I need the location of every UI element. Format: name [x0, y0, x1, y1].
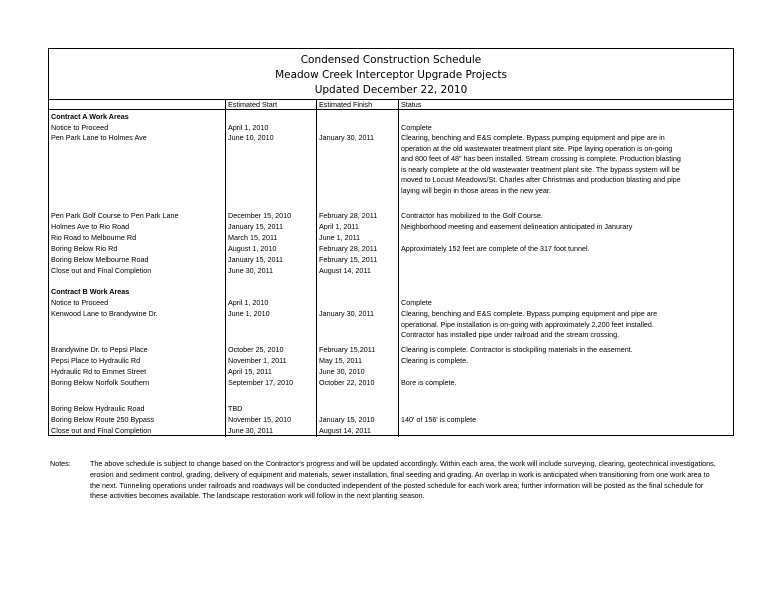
- notes-text: The above schedule is subject to change based on the Contractor's progress and will be updated accordingly. Within each area, the work will include surveying, clearing, geotechnical investigations, erosion and sediment control, grading, delivery of equipment and materials, sewer installation, final seeding and grading. An overlap in work is anticipated when transitioning from one work area to the next. Tunneling operations under railroads and roadways will be conducted independent of the posted schedule for each work area; further information will be posted as the final schedule for these activities becomes available. The landscape restoration work will follow in the next planting season.: [90, 459, 716, 501]
- row-status: Clearing, benching and E&S complete. Bypass pumping equipment and pipe are in operation at the old wastewater treatment plant site. Pipe laying operation is on-going and 800 feet of 48" has been installed. Stream crossing is complete. Production blasting is nearly complete at the old wastewater treatment plant site. The bypass system will be moved to Locust Meadows/St. Charles after Christmas and production blasting and pipe laying will begin in those areas in the new year.: [401, 133, 681, 195]
- row-area: Close out and Final Completion: [51, 266, 152, 275]
- row-area: Notice to Proceed: [51, 123, 109, 132]
- row-start: June 30, 2011: [228, 266, 274, 275]
- row-area: Hydraulic Rd to Emmet Street: [51, 367, 147, 376]
- row-area: Kenwood Lane to Brandywine Dr.: [51, 309, 158, 318]
- column-header-status: Status: [401, 100, 422, 109]
- row-area: Close out and Final Completion: [51, 426, 152, 435]
- title-line-3: Updated December 22, 2010: [314, 84, 468, 96]
- row-start: September 17, 2010: [228, 378, 294, 387]
- row-start: January 15, 2011: [228, 222, 284, 231]
- row-start: April 1, 2010: [228, 298, 269, 307]
- row-start: TBD: [228, 404, 243, 413]
- row-status: Contractor has mobilized to the Golf Course.: [401, 211, 543, 220]
- row-finish: February 28, 2011: [319, 244, 378, 253]
- row-area: Brandywine Dr. to Pepsi Place: [51, 345, 148, 354]
- row-area: Pen Park Golf Course to Pen Park Lane: [51, 211, 179, 220]
- row-start: April 1, 2010: [228, 123, 269, 132]
- row-area: Boring Below Norfolk Southern: [51, 378, 150, 387]
- row-area: Holmes Ave to Rio Road: [51, 222, 130, 231]
- row-finish: May 15, 2011: [319, 356, 363, 365]
- row-area: Pepsi Place to Hydraulic Rd: [51, 356, 141, 365]
- row-start: June 10, 2010: [228, 133, 274, 142]
- row-finish: October 22, 2010: [319, 378, 375, 387]
- schedule-table: [48, 48, 734, 436]
- title-line-2: Meadow Creek Interceptor Upgrade Projects: [275, 69, 507, 81]
- row-area: Rio Road to Melbourne Rd: [51, 233, 137, 242]
- row-start: April 15, 2011: [228, 367, 272, 376]
- row-finish: January 15, 2010: [319, 415, 375, 424]
- title-line-1: Condensed Construction Schedule: [300, 54, 482, 66]
- row-finish: June 1, 2011: [319, 233, 361, 242]
- row-start: January 15, 2011: [228, 255, 284, 264]
- column-divider-2: [316, 99, 317, 437]
- contract-a-heading: Contract A Work Areas: [51, 112, 129, 121]
- row-finish: February 15, 2011: [319, 255, 378, 264]
- row-start: August 1, 2010: [228, 244, 277, 253]
- row-start: December 15, 2010: [228, 211, 292, 220]
- row-area: Boring Below Hydraulic Road: [51, 404, 145, 413]
- row-start: March 15, 2011: [228, 233, 278, 242]
- row-status: Complete: [401, 298, 432, 307]
- row-status: Approximately 152 feet are complete of the 317 foot tunnel.: [401, 244, 590, 253]
- row-finish: February 28, 2011: [319, 211, 378, 220]
- row-status: Clearing is complete.: [401, 356, 469, 365]
- row-area: Pen Park Lane to Holmes Ave: [51, 133, 147, 142]
- row-finish: April 1, 2011: [319, 222, 359, 231]
- row-start: June 1, 2010: [228, 309, 270, 318]
- header-rule-bottom: [49, 109, 733, 110]
- notes-label: Notes:: [50, 459, 71, 468]
- row-status: Complete: [401, 123, 432, 132]
- row-start: June 30, 2011: [228, 426, 274, 435]
- row-status: Bore is complete.: [401, 378, 457, 387]
- row-status: 140' of 156' is complete: [401, 415, 477, 424]
- row-finish: January 30, 2011: [319, 133, 375, 142]
- row-status: Clearing is complete. Contractor is stockpiling materials in the easement.: [401, 345, 633, 354]
- row-area: Boring Below Route 250 Bypass: [51, 415, 155, 424]
- row-area: Boring Below Melbourne Road: [51, 255, 149, 264]
- header-rule: [49, 99, 733, 100]
- row-finish: August 14, 2011: [319, 266, 371, 275]
- row-finish: January 30, 2011: [319, 309, 375, 318]
- row-status: Clearing, benching and E&S complete. Bypass pumping equipment and pipe are operational. Pipe installation is on-going with approximately 2,200 feet installed. Contractor has installed pipe under railroad and the stream crossing.: [401, 309, 658, 340]
- row-finish: August 14, 2011: [319, 426, 371, 435]
- row-start: November 1, 2011: [228, 356, 287, 365]
- row-area: Notice to Proceed: [51, 298, 109, 307]
- row-finish: June 30, 2010: [319, 367, 365, 376]
- row-status: Neighborhood meeting and easement delineation anticipated in Janurary: [401, 222, 633, 231]
- row-start: November 15, 2010: [228, 415, 292, 424]
- row-start: October 25, 2010: [228, 345, 284, 354]
- column-header-finish: Estimated Finish: [319, 100, 373, 109]
- row-finish: February 15,2011: [319, 345, 376, 354]
- contract-b-heading: Contract B Work Areas: [51, 287, 130, 296]
- column-header-start: Estimated Start: [228, 100, 278, 109]
- column-divider-3: [398, 99, 399, 437]
- column-divider-1: [225, 99, 226, 437]
- row-area: Boring Below Rio Rd: [51, 244, 118, 253]
